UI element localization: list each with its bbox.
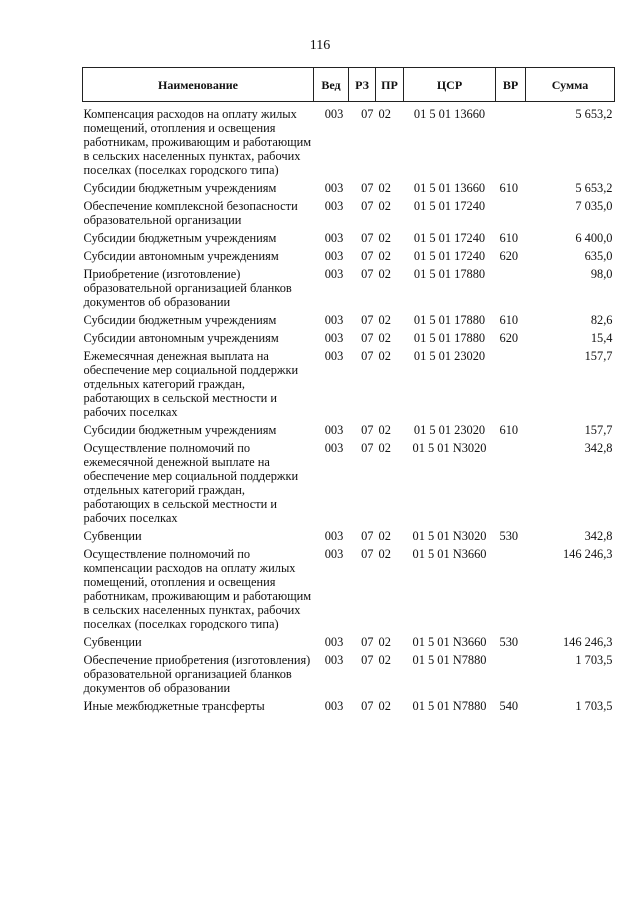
table-row — [83, 699, 615, 717]
cell-sum: 6 400,0 — [575, 231, 613, 245]
cell-csr: 01 5 01 N3020 — [412, 441, 487, 455]
cell-name: Субсидии бюджетным учреждениям — [83, 423, 277, 437]
cell-csr: 01 5 01 23020 — [413, 423, 486, 437]
table-row — [83, 102, 615, 182]
cell-name: Осуществление полномочий по ежемесячной денежной выплате на обеспечение мер социальной поддержки отдельных категорий граждан, работающих в сельской местности и рабочих поселках — [83, 441, 299, 525]
cell-ved: 003 — [324, 199, 344, 213]
cell-sum: 157,7 — [584, 349, 613, 363]
cell-pr: 02 — [378, 313, 391, 327]
cell-pr: 02 — [378, 349, 391, 363]
cell-name: Осуществление полномочий по компенсации расходов на оплату жилых помещений, отопления и освещения работникам, проживающим и работающим в сельских населенных пунктах, рабочих поселках (поселках городского типа) — [83, 547, 312, 631]
cell-name: Компенсация расходов на оплату жилых помещений, отопления и освещения работникам, проживающим и работающим в сельских населенных пунктах, рабочих поселках (поселках городского типа) — [83, 107, 312, 177]
cell-vr: 610 — [499, 231, 519, 245]
cell-vr — [496, 267, 526, 313]
cell-name: Обеспечение комплексной безопасности образовательной организации — [83, 199, 298, 227]
cell-csr: 01 5 01 23020 — [413, 349, 486, 363]
cell-ved: 003 — [324, 107, 344, 121]
cell-pr: 02 — [378, 231, 391, 245]
cell-sum: 342,8 — [584, 441, 613, 455]
table-row — [83, 441, 615, 529]
cell-pr: 02 — [378, 249, 391, 263]
cell-csr: 01 5 01 17880 — [413, 331, 486, 345]
cell-rz: 07 — [361, 181, 374, 195]
cell-sum: 5 653,2 — [575, 181, 613, 195]
cell-ved: 003 — [324, 313, 344, 327]
cell-name: Субсидии бюджетным учреждениям — [83, 181, 277, 195]
cell-csr: 01 5 01 N3660 — [412, 635, 487, 649]
cell-csr: 01 5 01 N7880 — [412, 699, 487, 713]
cell-vr — [496, 199, 526, 231]
cell-vr — [496, 349, 526, 423]
table-row — [83, 653, 615, 699]
cell-pr: 02 — [378, 267, 391, 281]
cell-name: Субсидии бюджетным учреждениям — [83, 313, 277, 327]
cell-vr: 610 — [499, 313, 519, 327]
cell-csr: 01 5 01 17240 — [413, 249, 486, 263]
cell-sum: 146 246,3 — [562, 547, 613, 561]
cell-ved: 003 — [324, 231, 344, 245]
table-row — [83, 423, 615, 441]
cell-rz: 07 — [361, 249, 374, 263]
table-row — [83, 199, 615, 231]
cell-sum: 7 035,0 — [575, 199, 613, 213]
cell-pr: 02 — [378, 635, 391, 649]
cell-rz: 07 — [361, 441, 374, 455]
cell-pr: 02 — [378, 107, 391, 121]
cell-ved: 003 — [324, 267, 344, 281]
cell-rz: 07 — [361, 313, 374, 327]
table-row — [83, 267, 615, 313]
header-name: Наименование — [83, 68, 314, 102]
cell-rz: 07 — [361, 529, 374, 543]
cell-pr: 02 — [378, 181, 391, 195]
cell-sum: 146 246,3 — [562, 635, 613, 649]
table-row — [83, 349, 615, 423]
table-row — [83, 181, 615, 199]
cell-name: Ежемесячная денежная выплата на обеспечение мер социальной поддержки отдельных категорий граждан, работающих в сельской местности и рабочих поселках — [83, 349, 299, 419]
cell-rz: 07 — [361, 231, 374, 245]
cell-ved: 003 — [324, 349, 344, 363]
cell-pr: 02 — [378, 423, 391, 437]
cell-ved: 003 — [324, 653, 344, 667]
table-row — [83, 547, 615, 635]
cell-name: Иные межбюджетные трансферты — [83, 699, 265, 713]
table-row — [83, 529, 615, 547]
table-row — [83, 231, 615, 249]
table-row — [83, 249, 615, 267]
cell-rz: 07 — [361, 107, 374, 121]
cell-name: Субвенции — [83, 529, 142, 543]
cell-ved: 003 — [324, 181, 344, 195]
cell-sum: 15,4 — [590, 331, 613, 345]
cell-ved: 003 — [324, 249, 344, 263]
cell-ved: 003 — [324, 441, 344, 455]
cell-sum: 82,6 — [590, 313, 613, 327]
cell-rz: 07 — [361, 267, 374, 281]
cell-csr: 01 5 01 N7880 — [412, 653, 487, 667]
cell-vr: 540 — [499, 699, 519, 713]
cell-rz: 07 — [361, 423, 374, 437]
header-pr: ПР — [376, 68, 404, 102]
cell-rz: 07 — [361, 547, 374, 561]
cell-sum: 635,0 — [584, 249, 613, 263]
budget-table — [82, 67, 615, 717]
cell-name: Приобретение (изготовление) образовательной организацией бланков документов об образовании — [83, 267, 292, 309]
cell-pr: 02 — [378, 441, 391, 455]
cell-vr: 610 — [499, 181, 519, 195]
cell-ved: 003 — [324, 635, 344, 649]
table-row — [83, 313, 615, 331]
cell-rz: 07 — [361, 653, 374, 667]
cell-sum: 98,0 — [590, 267, 613, 281]
cell-vr: 620 — [499, 331, 519, 345]
cell-ved: 003 — [324, 547, 344, 561]
cell-name: Субсидии автономным учреждениям — [83, 249, 279, 263]
cell-csr: 01 5 01 13660 — [413, 181, 486, 195]
cell-name: Субсидии бюджетным учреждениям — [83, 231, 277, 245]
cell-name: Субвенции — [83, 635, 142, 649]
cell-rz: 07 — [361, 199, 374, 213]
table-header — [83, 68, 615, 102]
cell-name: Обеспечение приобретения (изготовления) образовательной организацией бланков документов об образовании — [83, 653, 311, 695]
cell-pr: 02 — [378, 699, 391, 713]
cell-ved: 003 — [324, 423, 344, 437]
cell-rz: 07 — [361, 699, 374, 713]
cell-csr: 01 5 01 17880 — [413, 267, 486, 281]
cell-pr: 02 — [378, 199, 391, 213]
table-row — [83, 635, 615, 653]
cell-name: Субсидии автономным учреждениям — [83, 331, 279, 345]
cell-pr: 02 — [378, 331, 391, 345]
cell-sum: 157,7 — [584, 423, 613, 437]
table-row — [83, 331, 615, 349]
cell-ved: 003 — [324, 529, 344, 543]
cell-ved: 003 — [324, 699, 344, 713]
header-sum: Сумма — [526, 68, 615, 102]
cell-vr: 620 — [499, 249, 519, 263]
cell-vr — [496, 102, 526, 182]
cell-rz: 07 — [361, 635, 374, 649]
cell-vr — [496, 547, 526, 635]
table-body — [83, 102, 615, 718]
cell-rz: 07 — [361, 331, 374, 345]
cell-vr: 530 — [499, 529, 519, 543]
header-ved: Вед — [314, 68, 349, 102]
cell-vr: 530 — [499, 635, 519, 649]
cell-sum: 5 653,2 — [575, 107, 613, 121]
cell-rz: 07 — [361, 349, 374, 363]
page-number: 116 — [309, 38, 331, 53]
cell-csr: 01 5 01 17240 — [413, 199, 486, 213]
cell-sum: 1 703,5 — [575, 653, 613, 667]
cell-csr: 01 5 01 17240 — [413, 231, 486, 245]
header-csr: ЦСР — [404, 68, 496, 102]
cell-csr: 01 5 01 N3660 — [412, 547, 487, 561]
header-vr: ВР — [496, 68, 526, 102]
cell-ved: 003 — [324, 331, 344, 345]
cell-sum: 1 703,5 — [575, 699, 613, 713]
cell-vr — [496, 441, 526, 529]
cell-csr: 01 5 01 N3020 — [412, 529, 487, 543]
cell-pr: 02 — [378, 529, 391, 543]
cell-csr: 01 5 01 17880 — [413, 313, 486, 327]
cell-csr: 01 5 01 13660 — [413, 107, 486, 121]
cell-vr: 610 — [499, 423, 519, 437]
header-rz: РЗ — [349, 68, 376, 102]
cell-pr: 02 — [378, 547, 391, 561]
cell-pr: 02 — [378, 653, 391, 667]
cell-vr — [496, 653, 526, 699]
cell-sum: 342,8 — [584, 529, 613, 543]
